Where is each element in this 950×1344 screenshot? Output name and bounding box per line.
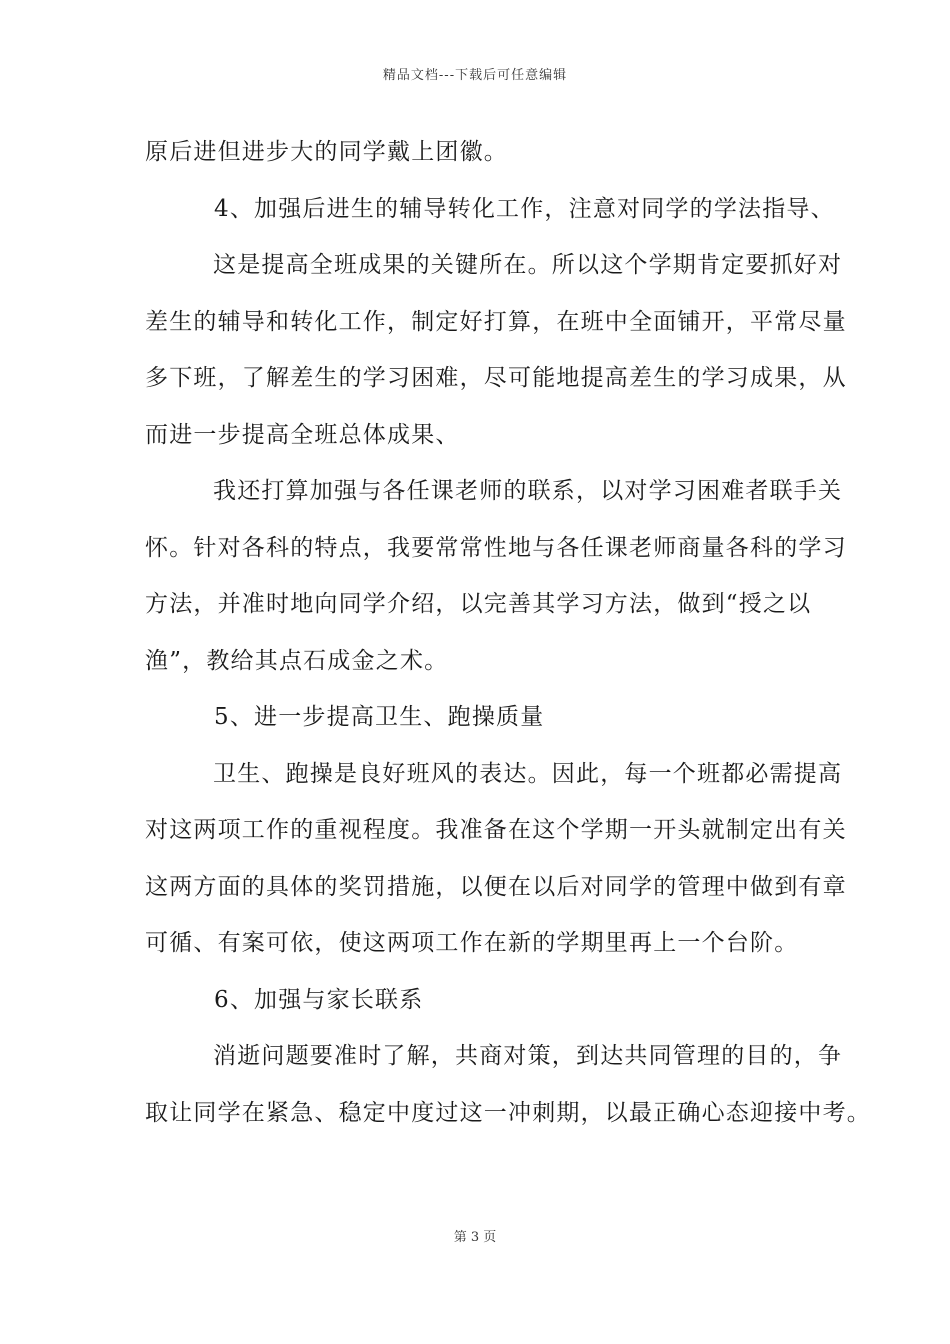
text-line: 多下班，了解差生的学习困难，尽可能地提高差生的学习成果，从 xyxy=(145,365,847,391)
section-heading: 6、加强与家长联系 xyxy=(214,986,424,1013)
text-line: 卫生、跑操是良好班风的表达。因此，每一个班都必需提高 xyxy=(213,760,843,787)
text-line: 渔”，教给其点石成金之术。 xyxy=(145,647,449,674)
text-line: 这是提高全班成果的关键所在。所以这个学期肯定要抓好对 xyxy=(213,252,843,278)
text-line: 差生的辅导和转化工作，制定好打算，在班中全面铺开，平常尽量 xyxy=(145,308,847,335)
text-line: 可循、有案可依，使这两项工作在新的学期里再上一个台阶。 xyxy=(145,930,799,956)
document-body xyxy=(145,124,871,1141)
section-heading: 5、进一步提高卫生、跑操质量 xyxy=(214,704,545,730)
text-line: 取让同学在紧急、稳定中度过这一冲刺期，以最正确心态迎接中考。 xyxy=(145,1099,871,1126)
text-line: 而进一步提高全班总体成果、 xyxy=(145,421,460,448)
text-line: 消逝问题要准时了解，共商对策，到达共同管理的目的，争 xyxy=(213,1043,843,1069)
text-line: 原后进但进步大的同学戴上团徽。 xyxy=(145,139,508,165)
section-heading: 4、加强后进生的辅导转化工作，注意对同学的学法指导、 xyxy=(214,195,835,222)
page-header: 精品文档---下载后可任意编辑 xyxy=(382,68,568,83)
text-line: 对这两项工作的重视程度。我准备在这个学期一开头就制定出有关 xyxy=(145,817,847,843)
page-number: 第 3 页 xyxy=(453,1230,497,1245)
text-line: 这两方面的具体的奖罚措施，以便在以后对同学的管理中做到有章 xyxy=(145,873,847,900)
text-line: 方法，并准时地向同学介绍，以完善其学习方法，做到“授之以 xyxy=(145,591,812,617)
text-line: 怀。针对各科的特点，我要常常性地与各任课老师商量各科的学习 xyxy=(145,534,847,561)
text-line: 我还打算加强与各任课老师的联系，以对学习困难者联手关 xyxy=(213,478,843,504)
